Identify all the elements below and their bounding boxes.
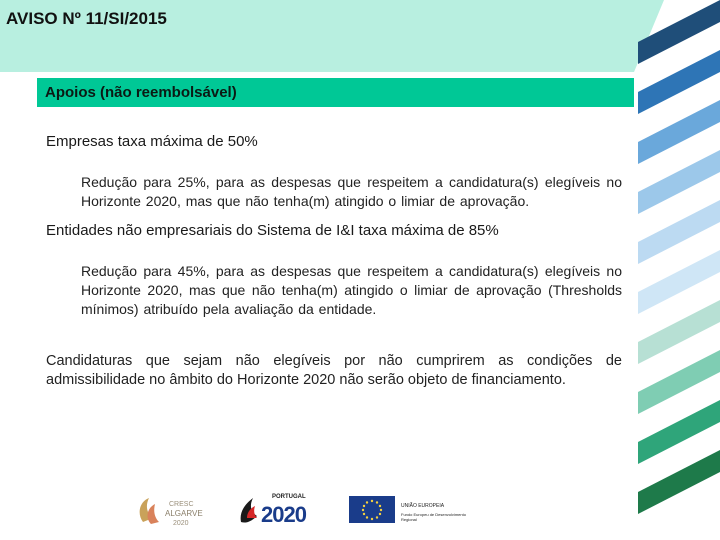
stripe-4 [638,150,720,214]
stripe-7 [638,300,720,364]
closing-paragraph: Candidaturas que sejam não elegíveis por não cumprirem as condições de admissibilidade no âmbito do Horizonte 2020 não serão objeto de financiamento. [46,353,622,388]
stripe-5 [638,200,720,264]
stripe-1 [638,0,720,64]
section2-heading: Entidades não empresariais do Sistema de I&I taxa máxima de 85% [46,222,499,239]
section1-detail: Redução para 25%, para as despesas que respeitem a candidatura(s) elegíveis no Horizonte 2020, mas que não tenha(m) atingido o limiar de aprovação. [81,174,622,209]
stripe-2 [638,50,720,114]
portugal-2020-text: 2020 [261,502,306,527]
cresc-line1: CRESC [169,501,194,508]
page-title: AVISO Nº 11/SI/2015 [6,9,167,28]
footer-logos [135,492,475,532]
stripe-6 [638,250,720,314]
cresc-algarve-logo [135,492,230,530]
stripe-3 [638,100,720,164]
stripe-8 [638,350,720,414]
main-content [46,132,622,390]
portugal-label: PORTUGAL [272,494,306,500]
cresc-line2: ALGARVE [165,509,203,518]
stripe-10 [638,450,720,514]
portugal-2020-logo [239,492,475,530]
cresc-line3: 2020 [173,520,189,527]
stripe-9 [638,400,720,464]
section2-detail: Redução para 45%, para as despesas que respeitem a candidatura(s) elegíveis no Horizonte 2020, mas que não tenha(m) atingido o limiar de aprovação (Thresholds mínimos) atribuído pela avaliação da entidade. [81,263,622,317]
section1-heading: Empresas taxa máxima de 50% [46,133,258,150]
subtitle: Apoios (não reembolsável) [45,84,237,101]
eu-label: UNIÃO EUROPEIA [401,503,445,509]
portugal-flame-icon [239,496,259,524]
eu-fund-label: Fundo Europeu de Desenvolvimento Regional [401,512,466,522]
decorative-stripes [628,0,720,540]
eu-flag-icon [349,496,395,523]
subtitle-bar [37,78,634,107]
